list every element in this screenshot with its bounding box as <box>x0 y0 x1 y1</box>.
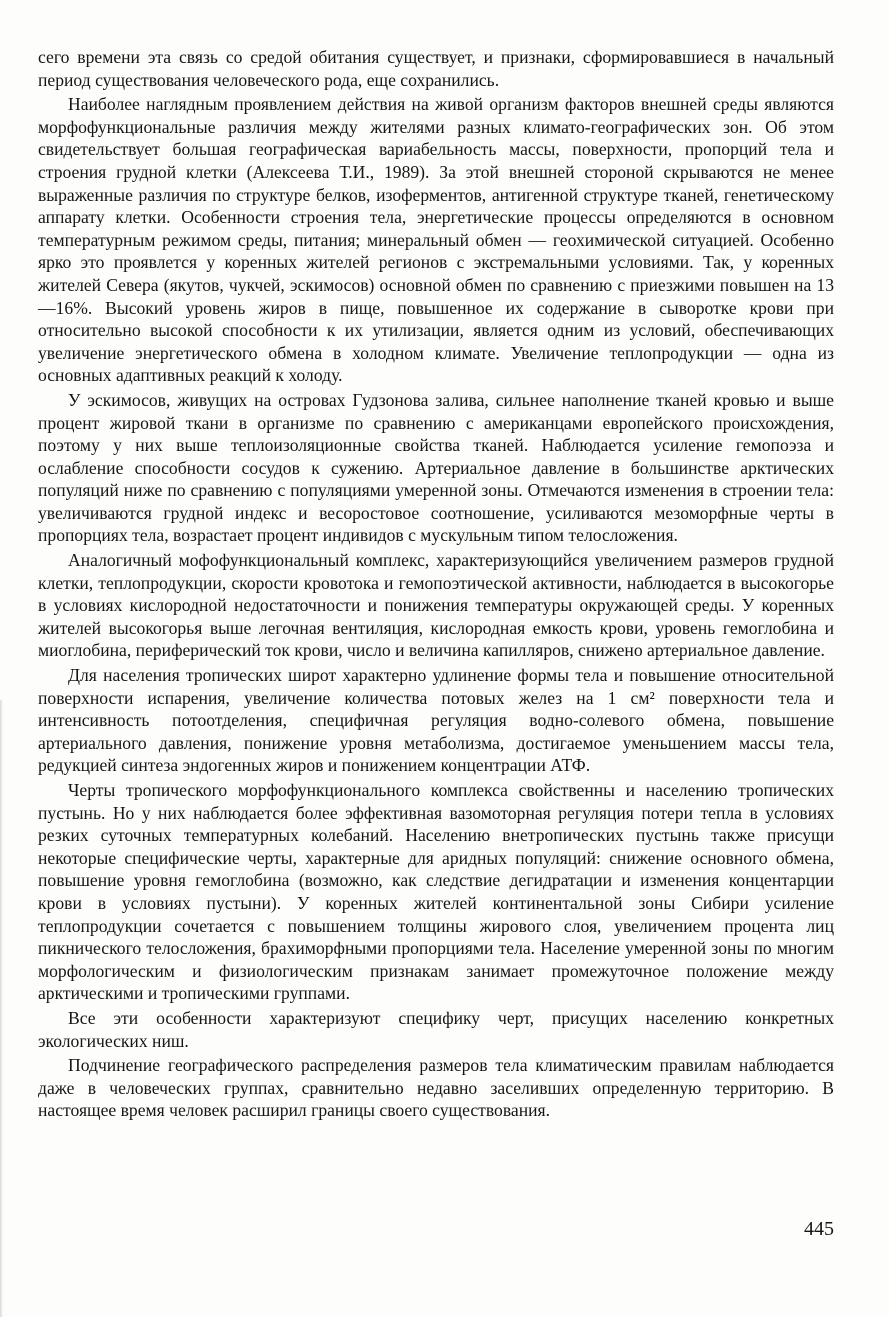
paragraph: Аналогичный мофофункциональный комплекс, характеризующийся увеличением размеров грудной клетки, теплопродукции, скорости кровотока и гемопоэтической активности, наблюдается в высокогорье в условиях кислородной недостаточности и понижения температуры окружающей среды. У коренных жителей высокогорья выше легочная вентиляция, кислородная емкость крови, уровень гемоглобина и миоглобина, периферический ток крови, число и величина капилляров, снижено артериальное давление. <box>38 550 834 661</box>
paragraph: Все эти особенности характеризуют специфику черт, присущих населению конкретных экологических ниш. <box>38 1007 834 1051</box>
paragraph: Для населения тропических широт характерно удлинение формы тела и повышение относительной поверхности испарения, увеличение количества потовых желез на 1 см² поверхности тела и интенсивность потоотделения, специфичная регуляция водно-солевого обмена, повышение артериального давления, понижение уровня метаболизма, достигаемое уменьшением массы тела, редукцией синтеза эндогенных жиров и понижением концентрации АТФ. <box>38 665 834 776</box>
body-text <box>38 46 834 1122</box>
scan-edge-shadow <box>0 700 3 1317</box>
paragraph: Черты тропического морфофункционального комплекса свойственны и населению тропических пустынь. Но у них наблюдается более эффективная вазомоторная регуляция потери тепла в условиях резких суточных температурных колебаний. Населению внетропических пустынь также присущи некоторые специфические черты, характерные для аридных популяций: снижение основного обмена, повышение уровня гемоглобина (возможно, как следствие дегидратации и изменения концентарции крови в условиях пустыни). У коренных жителей континентальной зоны Сибири усиление теплопродукции сочетается с повышением толщины жирового слоя, увеличением процента лиц пикнического телосложения, брахиморфными пропорциями тела. Население умеренной зоны по многим морфологическим и физиологическим признакам занимает промежуточное положение между арктическими и тропическими группами. <box>38 780 834 1004</box>
paragraph: Подчинение географического распределения размеров тела климатическим правилам наблюдается даже в человеческих группах, сравнительно недавно заселивших определенную территорию. В настоящее время человек расширил границы своего существования. <box>38 1055 834 1121</box>
paragraph: Наиболее наглядным проявлением действия на живой организм факторов внешней среды являются морфофункциональные различия между жителями разных климато-географических зон. Об этом свидетельствует большая географическая вариабельность массы, поверхности, пропорций тела и строения грудной клетки (Алексеева Т.И., 1989). За этой внешней стороной скрываются не менее выраженные различия по структуре белков, изоферментов, антигенной структуре тканей, генетическому аппарату клетки. Особенности строения тела, энергетические процессы определяются в основном температурным режимом среды, питания; минеральный обмен — геохимической ситуацией. Особенно ярко это проявлется у коренных жителей регионов с экстремальными условиями. Так, у коренных жителей Севера (якутов, чукчей, эскимосов) основной обмен по сравнению с приезжими повышен на 13—16%. Высокий уровень жиров в пище, повышенное их содержание в сыворотке крови при относительно высокой способности к их утилизации, является одним из условий, обеспечивающих увеличение энергетического обмена в холодном климате. Увеличение теплопродукции — одна из основных адаптивных реакций к холоду. <box>38 94 834 386</box>
page-number: 445 <box>804 1218 834 1240</box>
paragraph-continuation: сего времени эта связь со средой обитания существует, и признаки, сформировавшиеся в начальный период существования человеческого рода, еще сохранились. <box>38 47 834 90</box>
paragraph: У эскимосов, живущих на островах Гудзонова залива, сильнее наполнение тканей кровью и выше процент жировой ткани в организме по сравнению с американцами европейского происхождения, поэтому у них выше теплоизоляционные свойства тканей. Наблюдается усиление гемопоэза и ослабление способности сосудов к сужению. Артериальное давление в большинстве арктических популяций ниже по сравнению с популяциями умеренной зоны. Отмечаются изменения в строении тела: увеличиваются грудной индекс и весоростовое соотношение, усиливаются мезоморфные черты в пропорциях тела, возрастает процент индивидов с мускульным типом телосложения. <box>38 389 834 546</box>
